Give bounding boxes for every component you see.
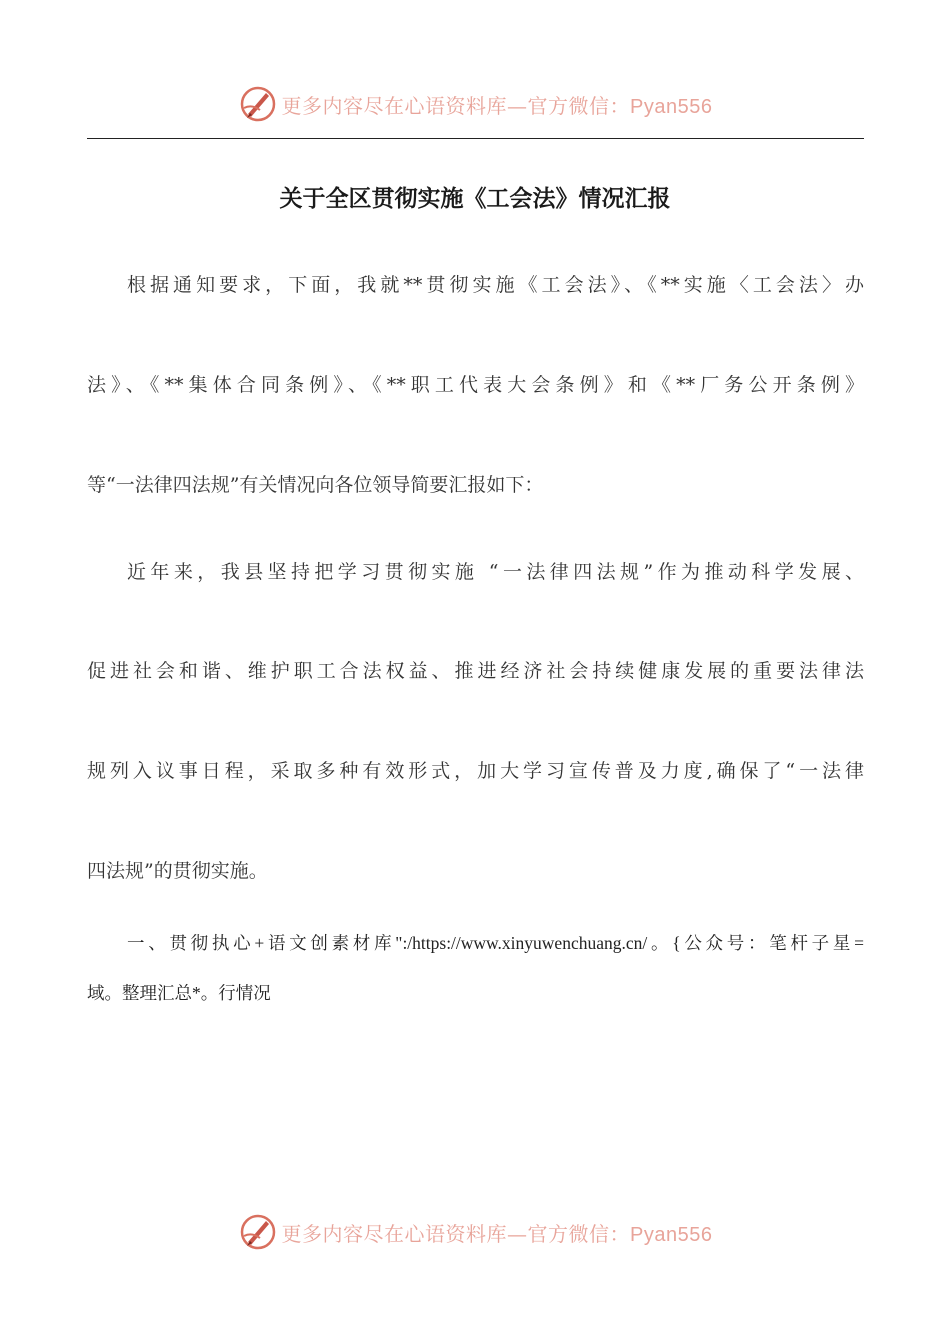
paragraph-1-line-1: 根据通知要求，下面，我就**贯彻实施《工会法》、《**实施〈工会法〉办	[127, 274, 864, 296]
banner-text: 更多内容尽在心语资料库—官方微信：Pyan556	[281, 93, 713, 118]
section-1-heading-line-2: 域。整理汇总*。行情况	[87, 983, 271, 1003]
header-banner	[0, 80, 950, 128]
paragraph-2-line-3: 规列入议事日程，采取多种有效形式，加大学习宣传普及力度,确保了“一法律	[87, 760, 864, 782]
pen-logo-icon	[238, 84, 278, 124]
header-divider	[87, 138, 864, 139]
footer-banner	[0, 1208, 950, 1256]
paragraph-1-line-3: 等“一法律四法规”有关情况向各位领导简要汇报如下：	[87, 474, 544, 496]
pen-logo-icon	[238, 1212, 278, 1252]
document-title: 关于全区贯彻实施《工会法》情况汇报	[279, 185, 671, 212]
paragraph-2-line-2: 促进社会和谐、维护职工合法权益、推进经济社会持续健康发展的重要法律法	[87, 660, 864, 682]
section-1-heading-line-1: 一、贯彻执心+语文创素材库":/https://www.xinyuwenchuang.cn/。{公众号：笔杆子星=	[127, 933, 864, 953]
paragraph-1-line-2: 法》、《**集体合同条例》、《**职工代表大会条例》和《**厂务公开条例》	[87, 374, 864, 396]
paragraph-2-line-1: 近年来，我县坚持把学习贯彻实施 “一法律四法规”作为推动科学发展、	[127, 561, 864, 583]
banner-text: 更多内容尽在心语资料库—官方微信：Pyan556	[281, 1221, 713, 1246]
paragraph-2-line-4: 四法规”的贯彻实施。	[87, 860, 268, 882]
